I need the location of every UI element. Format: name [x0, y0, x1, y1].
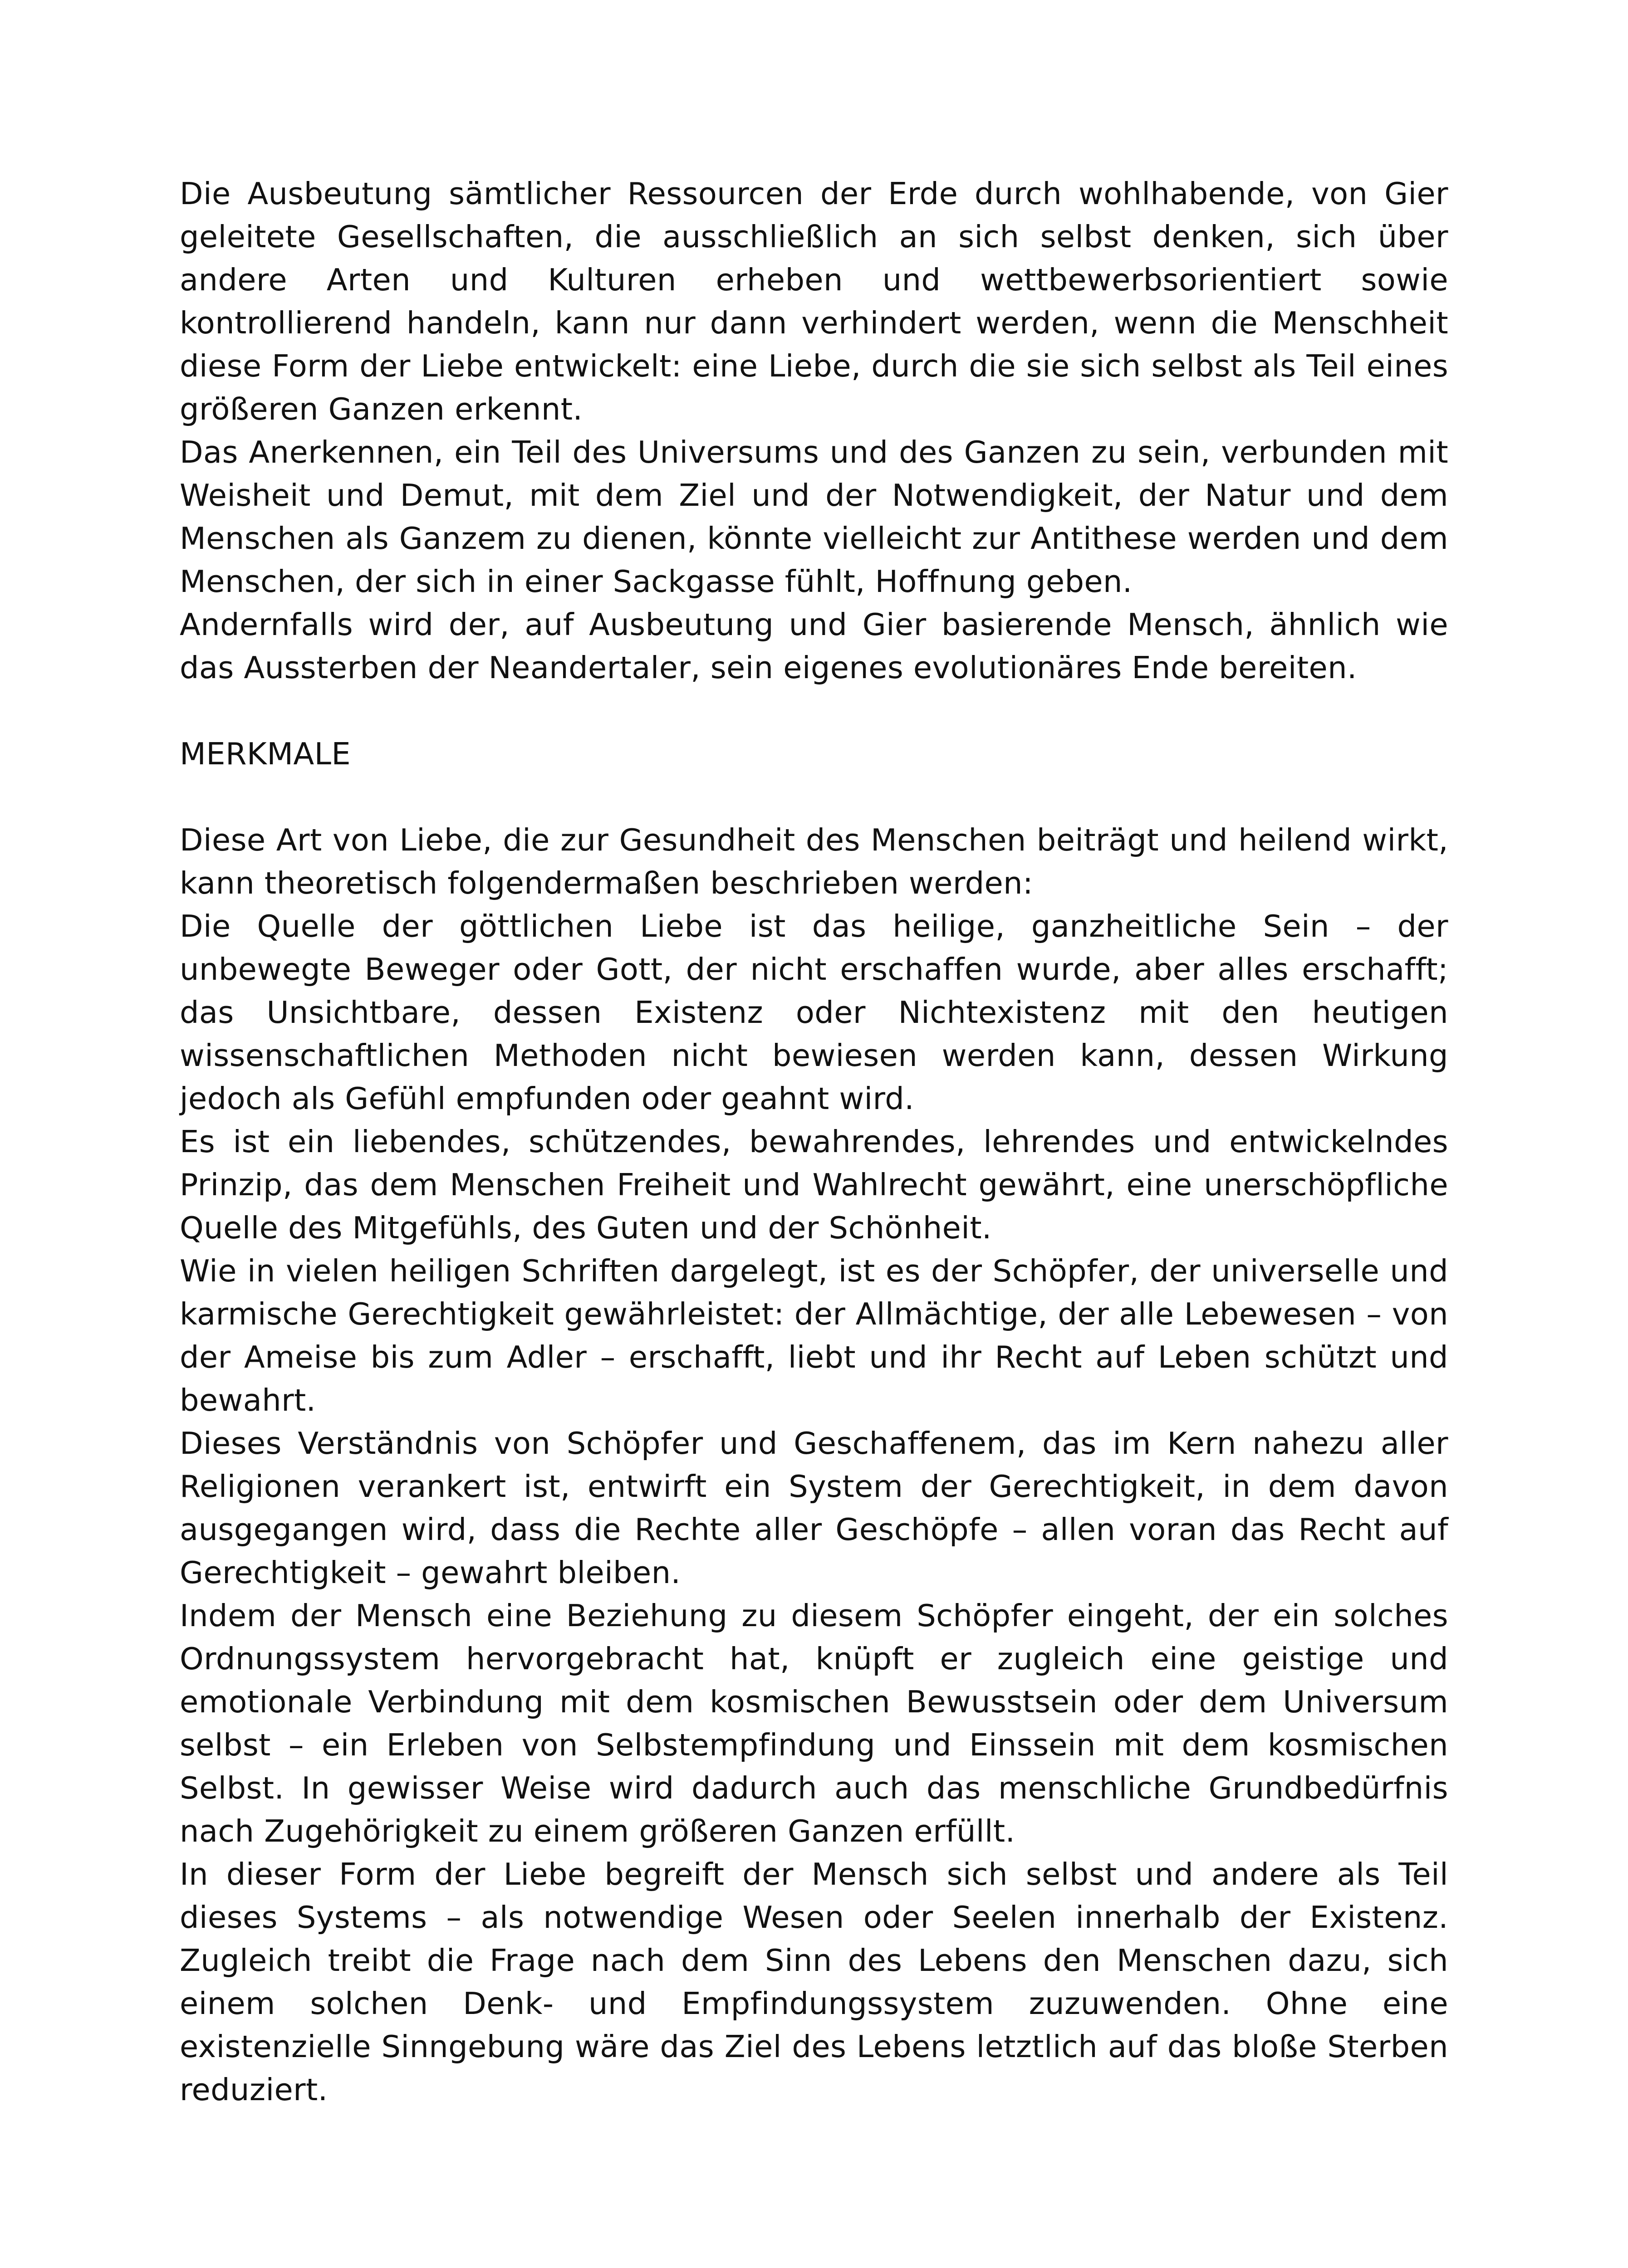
paragraph: Wie in vielen heiligen Schriften dargelegt, ist es der Schöpfer, der universelle und karmische Gerechtigkeit gewährleistet: der Allmächtige, der alle Lebewesen – von der Ameise bis zum Adler – erschafft, liebt und ihr Recht auf Leben schützt und bewahrt. [180, 1253, 1448, 1418]
paragraph: Dieses Verständnis von Schöpfer und Geschaffenem, das im Kern nahezu aller Religionen verankert ist, entwirft ein System der Gerechtigkeit, in dem davon ausgegangen wird, dass die Rechte aller Geschöpfe – allen voran das Recht auf Gerechtigkeit – gewahrt bleiben. [180, 1426, 1448, 1590]
section-heading: MERKMALE [180, 736, 351, 772]
paragraph: Das Anerkennen, ein Teil des Universums und des Ganzen zu sein, verbunden mit Weisheit und Demut, mit dem Ziel und der Notwendigkeit, der Natur und dem Menschen als Ganzem zu dienen, könnte vielleicht zur Antithese werden und dem Menschen, der sich in einer Sackgasse fühlt, Hoffnung geben. [180, 435, 1448, 599]
paragraph: Es ist ein liebendes, schützendes, bewahrendes, lehrendes und entwickelndes Prinzip, das dem Menschen Freiheit und Wahlrecht gewährt, eine unerschöpfliche Quelle des Mitgefühls, des Guten und der Schönheit. [180, 1124, 1448, 1246]
paragraph: Indem der Mensch eine Beziehung zu diesem Schöpfer eingeht, der ein solches Ordnungssystem hervorgebracht hat, knüpft er zugleich eine geistige und emotionale Verbindung mit dem kosmischen Bewusstsein oder dem Universum selbst – ein Erleben von Selbstempfindung und Einssein mit dem kosmischen Selbst. In gewisser Weise wird dadurch auch das menschliche Grundbedürfnis nach Zugehörigkeit zu einem größeren Ganzen erfüllt. [180, 1598, 1448, 1849]
paragraph: Andernfalls wird der, auf Ausbeutung und Gier basierende Mensch, ähnlich wie das Aussterben der Neandertaler, sein eigenes evolutionäres Ende bereiten. [180, 607, 1448, 685]
paragraph: Die Ausbeutung sämtlicher Ressourcen der Erde durch wohlhabende, von Gier geleitete Gesellschaften, die ausschließlich an sich selbst denken, sich über andere Arten und Kulturen erheben und wettbewerbsorientiert sowie kontrollierend handeln, kann nur dann verhindert werden, wenn die Menschheit diese Form der Liebe entwickelt: eine Liebe, durch die sie sich selbst als Teil eines größeren Ganzen erkennt. [180, 176, 1448, 427]
paragraph: Diese Art von Liebe, die zur Gesundheit des Menschen beiträgt und heilend wirkt, kann theoretisch folgendermaßen beschrieben werden: [180, 822, 1448, 901]
page-body [180, 172, 1448, 2112]
paragraph: Die Quelle der göttlichen Liebe ist das heilige, ganzheitliche Sein – der unbewegte Beweger oder Gott, der nicht erschaffen wurde, aber alles erschafft; das Unsichtbare, dessen Existenz oder Nichtexistenz mit den heutigen wissenschaftlichen Methoden nicht bewiesen werden kann, dessen Wirkung jedoch als Gefühl empfunden oder geahnt wird. [180, 909, 1448, 1116]
paragraph: In dieser Form der Liebe begreift der Mensch sich selbst und andere als Teil dieses Systems – als notwendige Wesen oder Seelen innerhalb der Existenz. Zugleich treibt die Frage nach dem Sinn des Lebens den Menschen dazu, sich einem solchen Denk- und Empfindungssystem zuzuwenden. Ohne eine existenzielle Sinngebung wäre das Ziel des Lebens letztlich auf das bloße Sterben reduziert. [180, 1857, 1448, 2107]
